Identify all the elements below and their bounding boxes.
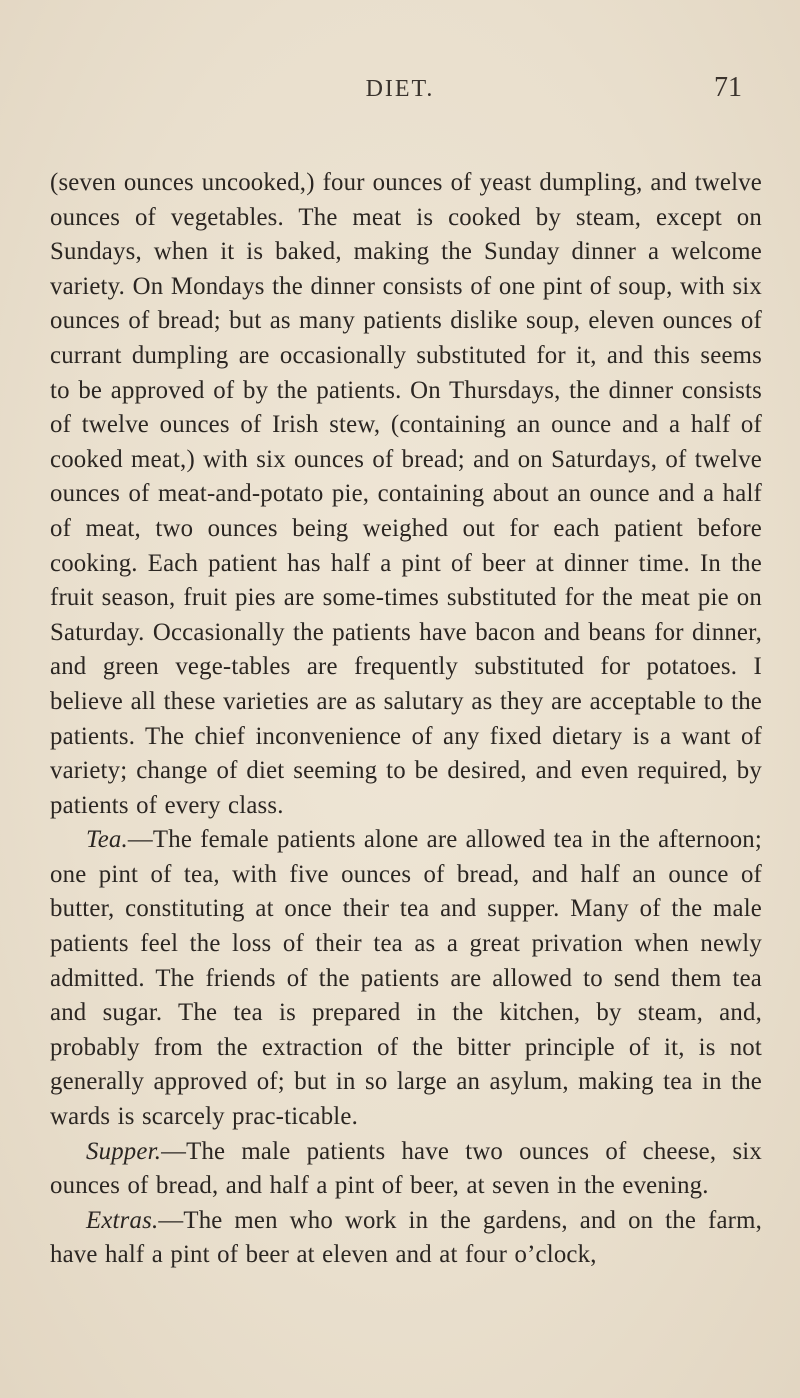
- supper-heading: Supper.: [86, 1137, 162, 1165]
- paragraph-extras-text: —The men who work in the gardens, and on the farm, have half a pint of beer at eleven and at four o’clock,: [50, 1206, 762, 1269]
- paragraph-extras: [50, 1204, 762, 1273]
- running-head: [0, 70, 800, 110]
- tea-heading: Tea.: [86, 826, 128, 854]
- paragraph-tea: [50, 823, 762, 1134]
- paragraph-dinner: [50, 166, 762, 823]
- body-text: [50, 166, 762, 1273]
- extras-heading: Extras.: [86, 1206, 159, 1234]
- page-number: 71: [714, 72, 742, 103]
- running-head-title: DIET.: [365, 76, 435, 102]
- paragraph-tea-text: —The female patients alone are allowed tea in the afternoon; one pint of tea, with five ounces of bread, and half an ounce of butter, constituting at once their tea and supper. Many of the male patients feel the loss of their tea as a great privation when newly admitted. The friends of the patients are allowed to send them tea and sugar. The tea is prepared in the kitchen, by steam, and, probably from the extraction of the bitter principle of it, is not generally approved of; but in so large an asylum, making tea in the wards is scarcely prac-ticable.: [50, 826, 762, 1131]
- paragraph-supper-text: —The male patients have two ounces of cheese, six ounces of bread, and half a pint of beer, at seven in the evening.: [50, 1137, 762, 1200]
- paragraph-dinner-text: (seven ounces uncooked,) four ounces of yeast dumpling, and twelve ounces of vegetables. The meat is cooked by steam, except on Sundays, when it is baked, making the Sunday dinner a welcome variety. On Mondays the dinner consists of one pint of soup, with six ounces of bread; but as many patients dislike soup, eleven ounces of currant dumpling are occasionally substituted for it, and this seems to be approved of by the patients. On Thursdays, the dinner consists of twelve ounces of Irish stew, (containing an ounce and a half of cooked meat,) with six ounces of bread; and on Saturdays, of twelve ounces of meat-and-potato pie, containing about an ounce and a half of meat, two ounces being weighed out for each patient before cooking. Each patient has half a pint of beer at dinner time. In the fruit season, fruit pies are some-times substituted for the meat pie on Saturday. Occasionally the patients have bacon and beans for dinner, and green vege-tables are frequently substituted for potatoes. I believe all these varieties are as salutary as they are acceptable to the patients. The chief inconvenience of any fixed dietary is a want of variety; change of diet seeming to be desired, and even required, by patients of every class.: [50, 169, 762, 819]
- paragraph-supper: [50, 1135, 762, 1204]
